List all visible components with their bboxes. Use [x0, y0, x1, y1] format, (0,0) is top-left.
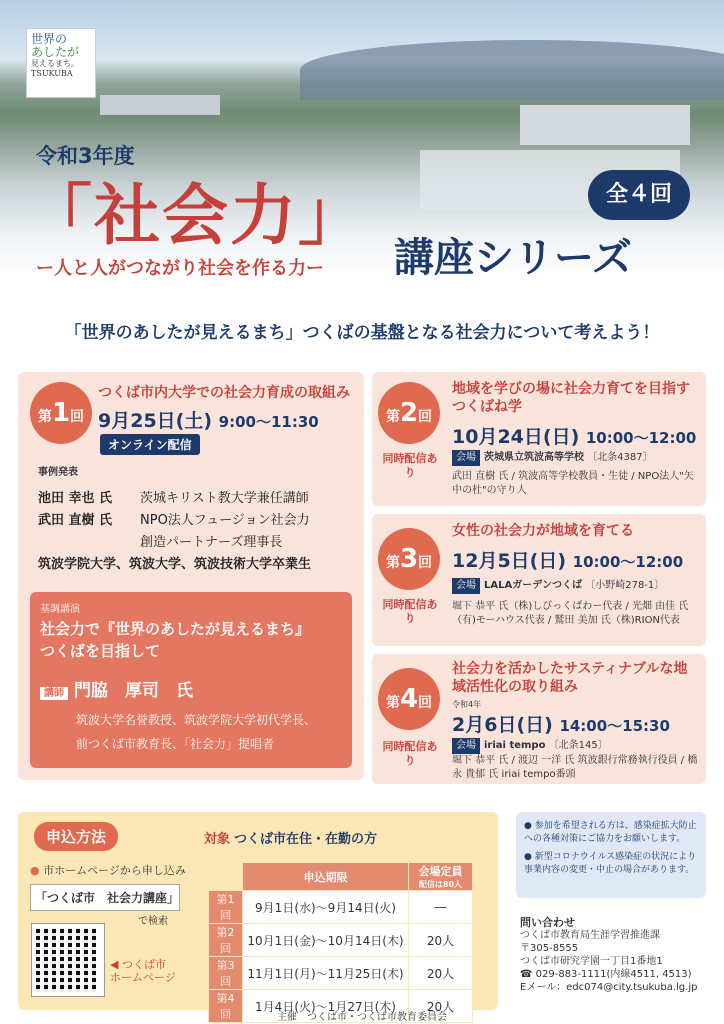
speaker-row: 池田 幸也 氏 茨城キリスト教大学兼任講師	[38, 491, 309, 506]
session-badge: 第3回	[378, 528, 440, 590]
session-badge: 第4回	[378, 668, 440, 730]
session-venue: 会場 iriai tempo 〔北条145〕	[452, 738, 700, 754]
target-audience: 対象 つくば市在住・在勤の方	[204, 832, 378, 847]
session-title: 社会力を活かしたサスティナブルな地域活性化の取り組み	[452, 661, 688, 695]
session-speakers: 堀下 恭平 氏 / 渡辺 一洋 氏 筑波銀行常務執行役員 / 橋永 貴郁 氏 iriai tempo番頭	[452, 755, 698, 780]
live-stream-note: 同時配信あり	[382, 452, 438, 479]
table-row: 第2回 10月1日(金)～10月14日(木) 20人	[209, 924, 473, 957]
mountain-shape	[300, 40, 724, 100]
speaker-row: 創造パートナーズ理事長	[140, 535, 283, 550]
lead-text: 「世界のあしたが見えるまち」つくばの基盤となる社会力について考えよう！	[64, 323, 660, 343]
qr-code-icon[interactable]	[32, 924, 104, 996]
case-speakers	[38, 488, 311, 576]
count-badge: 全４回	[588, 170, 690, 220]
speaker-row: 筑波学院大学、筑波大学、筑波技術大学卒業生	[38, 557, 312, 572]
table-row: 第4回 1月4日(火)～1月27日(木) 20人	[209, 990, 473, 1023]
search-suffix: で検索	[138, 916, 168, 927]
online-badge: オンライン配信	[100, 434, 200, 455]
table-row: 第3回 11月1日(月)～11月25日(木) 20人	[209, 957, 473, 990]
live-stream-note: 同時配信あり	[382, 598, 438, 625]
hp-instruction: ● 市ホームページから申し込み	[30, 864, 186, 877]
session-speakers: 武田 直樹 氏 / 筑波高等学校教員・生徒 / NPO法人"矢中の杜"の守り人	[452, 471, 694, 496]
keynote-box: 基調講演 社会力で『世界のあしたが見えるまち』 つくばを目指して 講師 門脇 厚司 氏 筑波大学名誉教授、筑波学院大学初代学長、 前つくば市教育長、「社会力」提唱者	[30, 592, 352, 768]
session-title: 女性の社会力が地域を育てる	[452, 523, 634, 539]
building-shape	[520, 105, 690, 145]
live-stream-note: 同時配信あり	[382, 740, 438, 767]
year-label: 令和3年度	[36, 144, 135, 168]
session-speakers: 堀下 恭平 氏（株)しびっくぱわー代表 / 光畑 由佳 氏（有)モーハウス代表 / 鷲田 美加 氏（株)RION代表	[452, 601, 689, 626]
session-venue: 会場 茨城県立筑波高等学校 〔北条4387〕	[452, 450, 700, 466]
tsukuba-logo: 世界の あしたが 見えるまち。 TSUKUBA	[26, 28, 96, 98]
session-date: 2月6日(日) 14:00～15:30	[452, 714, 670, 736]
apply-heading: 申込方法	[34, 822, 118, 851]
contact-info: 問い合わせ つくば市教育局生涯学習推進課 〒305-8555 つくば市研究学園一丁目1番地1 ☎ 029-883-1111(内線4511, 4513) Eメール：edc074@city.tsukuba.lg.jp	[520, 916, 698, 993]
session-date: 12月5日(日) 10:00～12:00	[452, 550, 684, 572]
search-term: 「つくば市 社会力講座」	[30, 884, 180, 911]
session-date: 10月24日(日) 10:00～12:00	[452, 426, 697, 448]
session-badge: 第1回	[30, 382, 92, 444]
email-link[interactable]: Eメール：edc074@city.tsukuba.lg.jp	[520, 982, 698, 993]
session-card-3	[372, 514, 706, 646]
schedule-table	[208, 862, 473, 1023]
session-card-2	[372, 372, 706, 506]
page-title: 「社会力」	[26, 177, 366, 254]
series-label: 講座シリーズ	[394, 235, 632, 281]
page-subtitle: ー人と人がつながり社会を作る力ー	[36, 258, 324, 279]
speaker-row: 武田 直樹 氏 NPO法人フュージョン社会力	[38, 513, 310, 528]
notice-box: ● 参加を希望される方は、感染症拡大防止への各種対策にご協力をお願いします。 ● 新型コロナウイルス感染症の状況により事業内容の変更・中止の場合があります。	[516, 812, 706, 898]
year-note: 令和4年	[452, 700, 482, 709]
session-title: 地域を学びの場に社会力育てを目指すつくばね学	[452, 381, 690, 415]
session-date: 9月25日(土) 9:00～11:30	[98, 410, 319, 432]
building-shape	[100, 95, 220, 115]
session-title: つくば市内大学での社会力育成の取組み	[98, 385, 350, 401]
capacity-header: 会場定員 配信は80人	[409, 863, 473, 891]
homepage-link[interactable]: ◀ つくば市 ホームページ	[110, 958, 176, 984]
session-card-4	[372, 654, 706, 784]
session-badge: 第2回	[378, 382, 440, 444]
organizer-footer: 主催 つくば市・つくば市教育委員会	[277, 1012, 447, 1023]
case-label: 事例発表	[38, 467, 78, 478]
period-header: 申込期限	[243, 863, 409, 891]
session-venue: 会場 LALAガーデンつくば 〔小野崎278-1〕	[452, 578, 700, 594]
table-row: 第1回 9月1日(水)～9月14日(火) ―	[209, 891, 473, 924]
